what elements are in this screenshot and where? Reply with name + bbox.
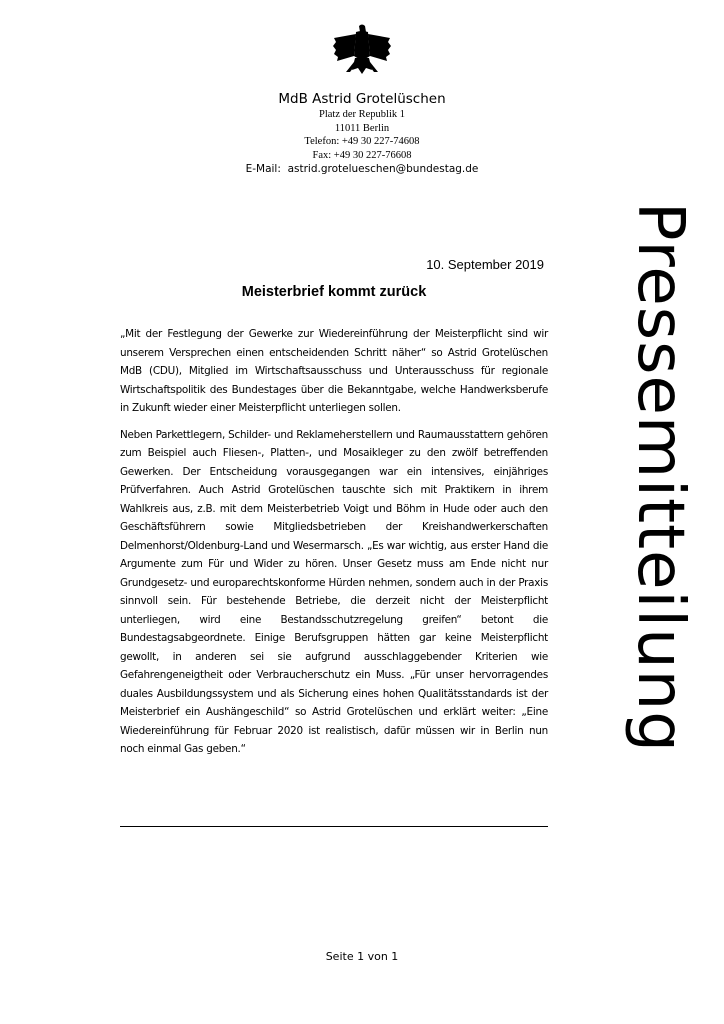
press-release-date: 10. September 2019	[426, 257, 544, 272]
email-address[interactable]: astrid.grotelueschen@bundestag.de	[287, 163, 479, 175]
vertical-document-type: Pressemitteilung	[623, 201, 697, 753]
address-street: Platz der Republik 1	[318, 109, 406, 120]
page-number: Seite 1 von 1	[325, 950, 399, 963]
press-release-title: Meisterbrief kommt zurück	[241, 284, 427, 300]
email-line	[150, 162, 574, 176]
phone-number: Telefon: +49 30 227-74608	[304, 136, 420, 147]
address-city: 11011 Berlin	[334, 122, 390, 134]
fax-number: Fax: +49 30 227-76608	[312, 149, 412, 161]
body-paragraph: „Mit der Festlegung der Gewerke zur Wiedereinführung der Meisterpflicht sind wir unserem Versprechen einen entscheidenden Schritt näher“ so Astrid Grotelüschen MdB (CDU), Mitglied im Wirtschaftsausschuss und Unterausschuss für regionale Wirtschaftspolitik des Bundestages über die Bekanntgabe, welche Handwerksberufe in Zukunft wieder einer Meisterpflicht unterliegen sollen.	[120, 328, 548, 414]
sender-name: MdB Astrid Grotelüschen	[278, 91, 446, 107]
federal-eagle-logo-icon	[332, 22, 392, 86]
email-label: E-Mail:	[245, 163, 281, 175]
closing-divider	[120, 826, 548, 827]
sender-header	[150, 90, 574, 176]
press-release-body	[120, 325, 548, 767]
body-paragraph: Neben Parkettlegern, Schilder- und Reklameherstellern und Raumausstattern gehören zum Beispiel auch Fliesen-, Platten-, und Mosaikleger zu den zwölf betreffenden Gewerken. Der Entscheidung vorausgegangen war ein intensives, einjähriges Prüfverfahren. Auch Astrid Grotelüschen tauschte sich mit Praktikern in ihrem Wahlkreis aus, z.B. mit dem Meisterbetrieb Voigt und Böhm in Hude oder auch den Geschäftsführern sowie Mitgliedsbetrieben der Kreishandwerkerschaften Delmenhorst/Oldenburg-Land und Wesermarsch. „Es war wichtig, aus erster Hand die Argumente zum Für und Wider zu hören. Unser Gesetz muss am Ende nicht nur Grundgesetz- und europarechtskonforme Hürden nehmen, sondern auch in der Praxis sinnvoll sein. Für bestehende Betriebe, die derzeit nicht der Meisterpflicht unterliegen, wird eine Bestandsschutzregelung greifen“ betont die Bundestagsabgeordnete. Einige Berufsgruppen hätten gar keine Meisterpflicht gewollt, in anderen sei sie aufgrund ausschlaggebender Kriterien wie Gefahrengeneigtheit oder Verbraucherschutz ein Muss. „Für unser hervorragendes duales Ausbildungssystem und als Sicherung eines hohen Qualitätsstandards ist der Meisterbrief ein Aushängeschild“ so Astrid Grotelüschen und erklärt weiter: „Eine Wiedereinführung für Februar 2020 ist realistisch, dafür müssen wir in Berlin nun noch einmal Gas geben.“	[120, 428, 548, 755]
